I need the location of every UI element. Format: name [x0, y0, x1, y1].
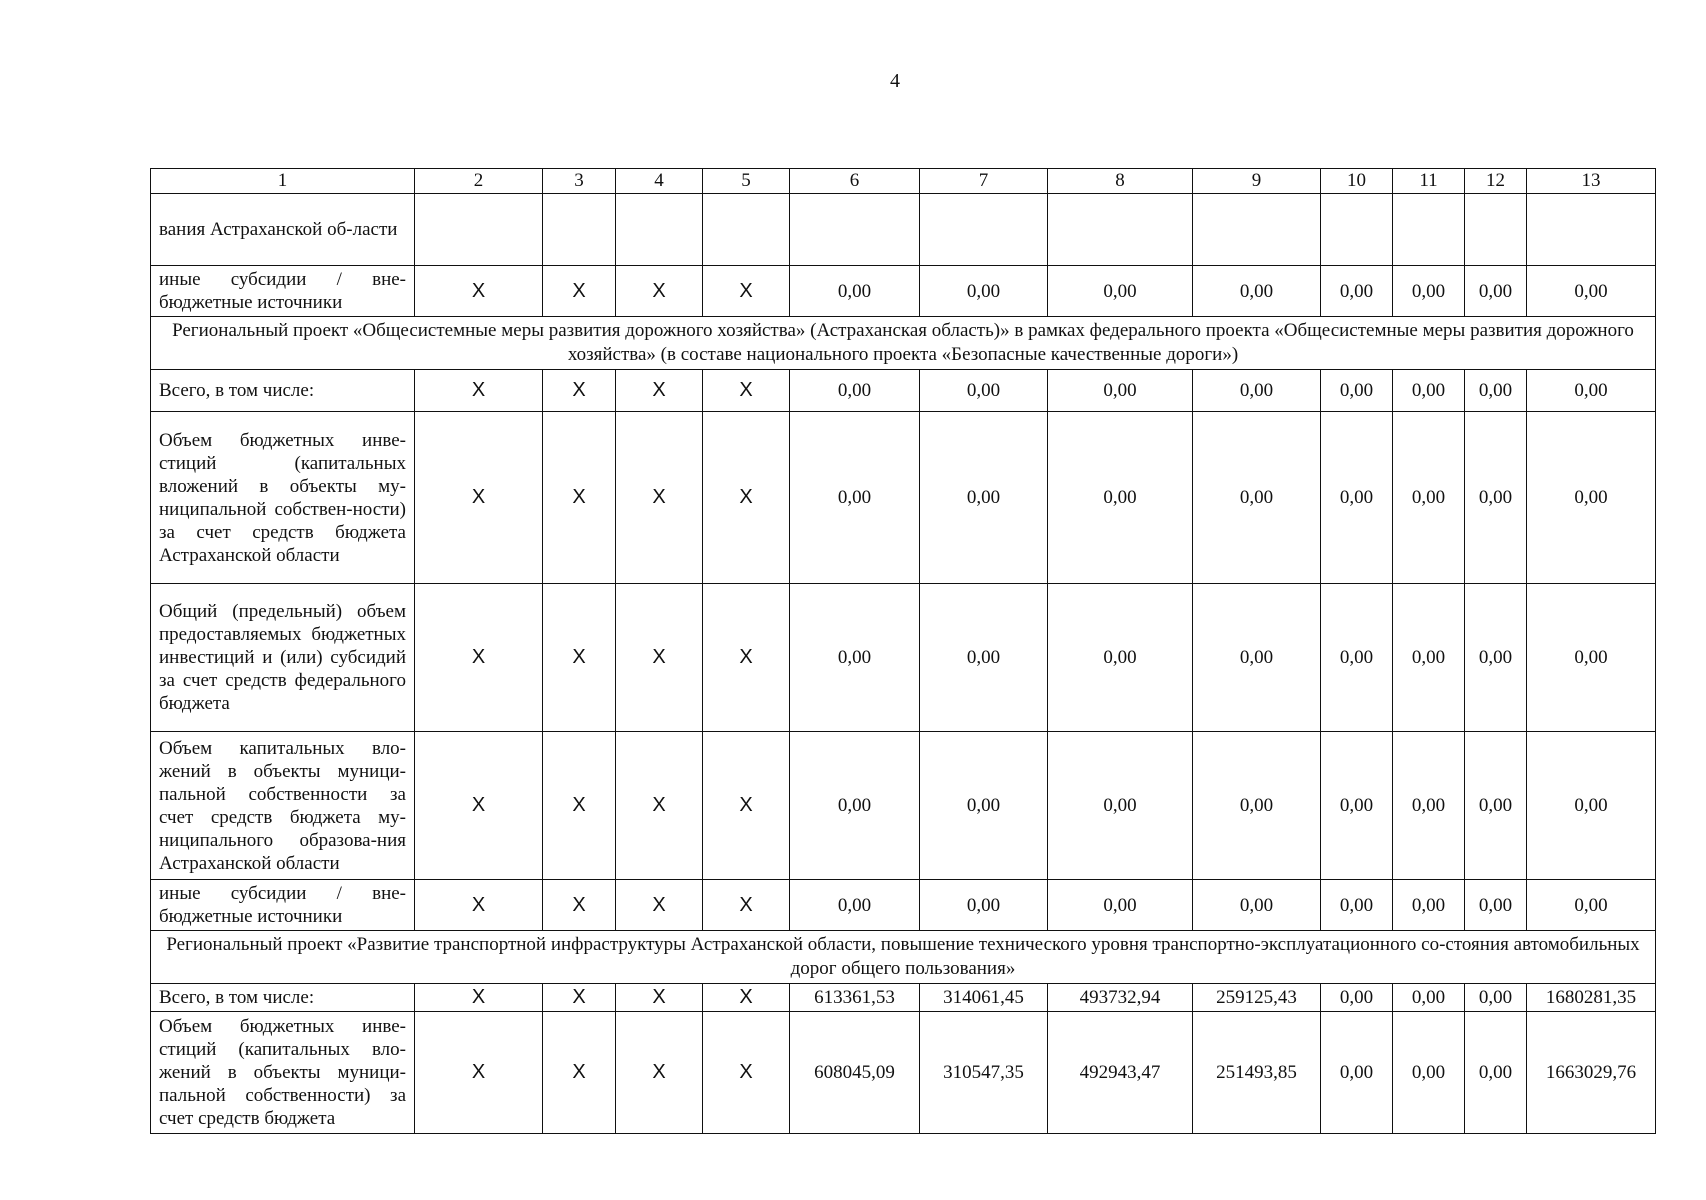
column-header-4: 4 — [616, 169, 703, 194]
cell-col-9: 251493,85 — [1193, 1012, 1321, 1134]
table-row — [151, 266, 1656, 317]
cell-col-5: X — [703, 1012, 790, 1134]
cell-col-6: 613361,53 — [790, 984, 920, 1012]
cell-col-3 — [543, 194, 616, 266]
cell-col-5: X — [703, 370, 790, 412]
cell-col-8 — [1048, 194, 1193, 266]
cell-col-11: 0,00 — [1393, 266, 1465, 317]
cell-col-8: 0,00 — [1048, 370, 1193, 412]
cell-col-6: 0,00 — [790, 412, 920, 584]
cell-col-6: 0,00 — [790, 732, 920, 880]
column-header-7: 7 — [920, 169, 1048, 194]
row-label: вания Астраханской об-ласти — [151, 194, 415, 266]
row-label: Объем бюджетных инве-стиций (капитальных вло-жений в объекты муници-пальной собственности) за счет средств бюджета — [151, 1012, 415, 1134]
table-row — [151, 194, 1656, 266]
cell-col-4: X — [616, 880, 703, 931]
cell-col-12: 0,00 — [1465, 1012, 1527, 1134]
cell-col-8: 493732,94 — [1048, 984, 1193, 1012]
cell-col-3: X — [543, 370, 616, 412]
row-label: Объем капитальных вло-жений в объекты муници-пальной собственности за счет средств бюджета му-ниципального образова-ния Астраханской области — [151, 732, 415, 880]
column-header-11: 11 — [1393, 169, 1465, 194]
cell-col-3: X — [543, 1012, 616, 1134]
cell-col-2 — [415, 194, 543, 266]
cell-col-11: 0,00 — [1393, 1012, 1465, 1134]
cell-col-8: 492943,47 — [1048, 1012, 1193, 1134]
project-heading-row — [151, 931, 1656, 984]
table-row — [151, 880, 1656, 931]
cell-col-11: 0,00 — [1393, 732, 1465, 880]
cell-col-11: 0,00 — [1393, 984, 1465, 1012]
cell-col-5: X — [703, 732, 790, 880]
column-header-3: 3 — [543, 169, 616, 194]
row-label: иные субсидии / вне-бюджетные источники — [151, 880, 415, 931]
row-label: иные субсидии / вне-бюджетные источники — [151, 266, 415, 317]
cell-col-13: 0,00 — [1527, 412, 1656, 584]
row-label: Объем бюджетных инве-стиций (капитальных вложений в объекты му-ниципальной собствен-ности) за счет средств бюджета Астраханской области — [151, 412, 415, 584]
column-header-2: 2 — [415, 169, 543, 194]
cell-col-4: X — [616, 732, 703, 880]
cell-col-13: 0,00 — [1527, 584, 1656, 732]
page-number: 4 — [890, 70, 900, 92]
cell-col-5: X — [703, 584, 790, 732]
column-header-9: 9 — [1193, 169, 1321, 194]
row-label: Всего, в том числе: — [151, 984, 415, 1012]
row-label: Общий (предельный) объем предоставляемых бюджетных инвестиций и (или) субсидий за счет средств федерального бюджета — [151, 584, 415, 732]
cell-col-3: X — [543, 584, 616, 732]
cell-col-5: X — [703, 266, 790, 317]
cell-col-8: 0,00 — [1048, 412, 1193, 584]
project-heading: Региональный проект «Развитие транспортной инфраструктуры Астраханской области, повышение технического уровня транспортно-эксплуатационного со-стояния автомобильных дорог общего пользования» — [151, 931, 1656, 984]
cell-col-12: 0,00 — [1465, 412, 1527, 584]
cell-col-7: 0,00 — [920, 266, 1048, 317]
table-row — [151, 984, 1656, 1012]
cell-col-4: X — [616, 266, 703, 317]
cell-col-2: X — [415, 584, 543, 732]
cell-col-9: 0,00 — [1193, 732, 1321, 880]
cell-col-12: 0,00 — [1465, 732, 1527, 880]
cell-col-10: 0,00 — [1321, 880, 1393, 931]
table-row — [151, 584, 1656, 732]
column-header-5: 5 — [703, 169, 790, 194]
table-row — [151, 412, 1656, 584]
cell-col-11: 0,00 — [1393, 412, 1465, 584]
cell-col-3: X — [543, 412, 616, 584]
cell-col-6: 0,00 — [790, 880, 920, 931]
cell-col-3: X — [543, 732, 616, 880]
cell-col-12: 0,00 — [1465, 880, 1527, 931]
cell-col-10: 0,00 — [1321, 1012, 1393, 1134]
cell-col-9: 0,00 — [1193, 412, 1321, 584]
cell-col-9: 0,00 — [1193, 880, 1321, 931]
column-header-8: 8 — [1048, 169, 1193, 194]
cell-col-6: 0,00 — [790, 370, 920, 412]
cell-col-9: 0,00 — [1193, 370, 1321, 412]
cell-col-6: 608045,09 — [790, 1012, 920, 1134]
cell-col-3: X — [543, 984, 616, 1012]
cell-col-8: 0,00 — [1048, 880, 1193, 931]
column-header-10: 10 — [1321, 169, 1393, 194]
table-body — [151, 169, 1656, 1134]
budget-table — [150, 168, 1656, 1134]
column-header-13: 13 — [1527, 169, 1656, 194]
cell-col-7: 310547,35 — [920, 1012, 1048, 1134]
cell-col-7: 0,00 — [920, 584, 1048, 732]
cell-col-13: 0,00 — [1527, 370, 1656, 412]
cell-col-13: 1663029,76 — [1527, 1012, 1656, 1134]
cell-col-12: 0,00 — [1465, 984, 1527, 1012]
cell-col-5: X — [703, 412, 790, 584]
cell-col-2: X — [415, 880, 543, 931]
cell-col-7 — [920, 194, 1048, 266]
cell-col-2: X — [415, 370, 543, 412]
table-row — [151, 370, 1656, 412]
cell-col-2: X — [415, 266, 543, 317]
cell-col-4: X — [616, 1012, 703, 1134]
cell-col-11: 0,00 — [1393, 880, 1465, 931]
cell-col-10: 0,00 — [1321, 732, 1393, 880]
cell-col-4: X — [616, 584, 703, 732]
cell-col-8: 0,00 — [1048, 732, 1193, 880]
row-label: Всего, в том числе: — [151, 370, 415, 412]
column-header-6: 6 — [790, 169, 920, 194]
table-header-row — [151, 169, 1656, 194]
cell-col-12: 0,00 — [1465, 584, 1527, 732]
column-header-1: 1 — [151, 169, 415, 194]
cell-col-10 — [1321, 194, 1393, 266]
cell-col-7: 0,00 — [920, 880, 1048, 931]
cell-col-5: X — [703, 984, 790, 1012]
cell-col-2: X — [415, 1012, 543, 1134]
cell-col-13: 0,00 — [1527, 732, 1656, 880]
cell-col-13 — [1527, 194, 1656, 266]
cell-col-4: X — [616, 412, 703, 584]
cell-col-3: X — [543, 880, 616, 931]
cell-col-9: 259125,43 — [1193, 984, 1321, 1012]
cell-col-7: 0,00 — [920, 370, 1048, 412]
cell-col-4: X — [616, 984, 703, 1012]
cell-col-2: X — [415, 732, 543, 880]
table-row — [151, 1012, 1656, 1134]
cell-col-12 — [1465, 194, 1527, 266]
cell-col-10: 0,00 — [1321, 984, 1393, 1012]
cell-col-13: 1680281,35 — [1527, 984, 1656, 1012]
cell-col-9: 0,00 — [1193, 584, 1321, 732]
table-row — [151, 732, 1656, 880]
cell-col-11: 0,00 — [1393, 584, 1465, 732]
cell-col-3: X — [543, 266, 616, 317]
cell-col-5 — [703, 194, 790, 266]
project-heading-row — [151, 317, 1656, 370]
cell-col-9 — [1193, 194, 1321, 266]
cell-col-10: 0,00 — [1321, 584, 1393, 732]
cell-col-2: X — [415, 984, 543, 1012]
cell-col-12: 0,00 — [1465, 266, 1527, 317]
cell-col-4: X — [616, 370, 703, 412]
cell-col-4 — [616, 194, 703, 266]
cell-col-6: 0,00 — [790, 266, 920, 317]
cell-col-7: 0,00 — [920, 732, 1048, 880]
cell-col-6: 0,00 — [790, 584, 920, 732]
column-header-12: 12 — [1465, 169, 1527, 194]
cell-col-9: 0,00 — [1193, 266, 1321, 317]
cell-col-7: 314061,45 — [920, 984, 1048, 1012]
cell-col-8: 0,00 — [1048, 584, 1193, 732]
cell-col-11: 0,00 — [1393, 370, 1465, 412]
cell-col-6 — [790, 194, 920, 266]
cell-col-5: X — [703, 880, 790, 931]
cell-col-10: 0,00 — [1321, 412, 1393, 584]
cell-col-11 — [1393, 194, 1465, 266]
cell-col-8: 0,00 — [1048, 266, 1193, 317]
cell-col-12: 0,00 — [1465, 370, 1527, 412]
cell-col-10: 0,00 — [1321, 266, 1393, 317]
cell-col-7: 0,00 — [920, 412, 1048, 584]
cell-col-2: X — [415, 412, 543, 584]
cell-col-13: 0,00 — [1527, 266, 1656, 317]
cell-col-10: 0,00 — [1321, 370, 1393, 412]
cell-col-13: 0,00 — [1527, 880, 1656, 931]
project-heading: Региональный проект «Общесистемные меры развития дорожного хозяйства» (Астраханская область)» в рамках федерального проекта «Общесистемные меры развития дорожного хозяйства» (в составе национального проекта «Безопасные качественные дороги») — [151, 317, 1656, 370]
